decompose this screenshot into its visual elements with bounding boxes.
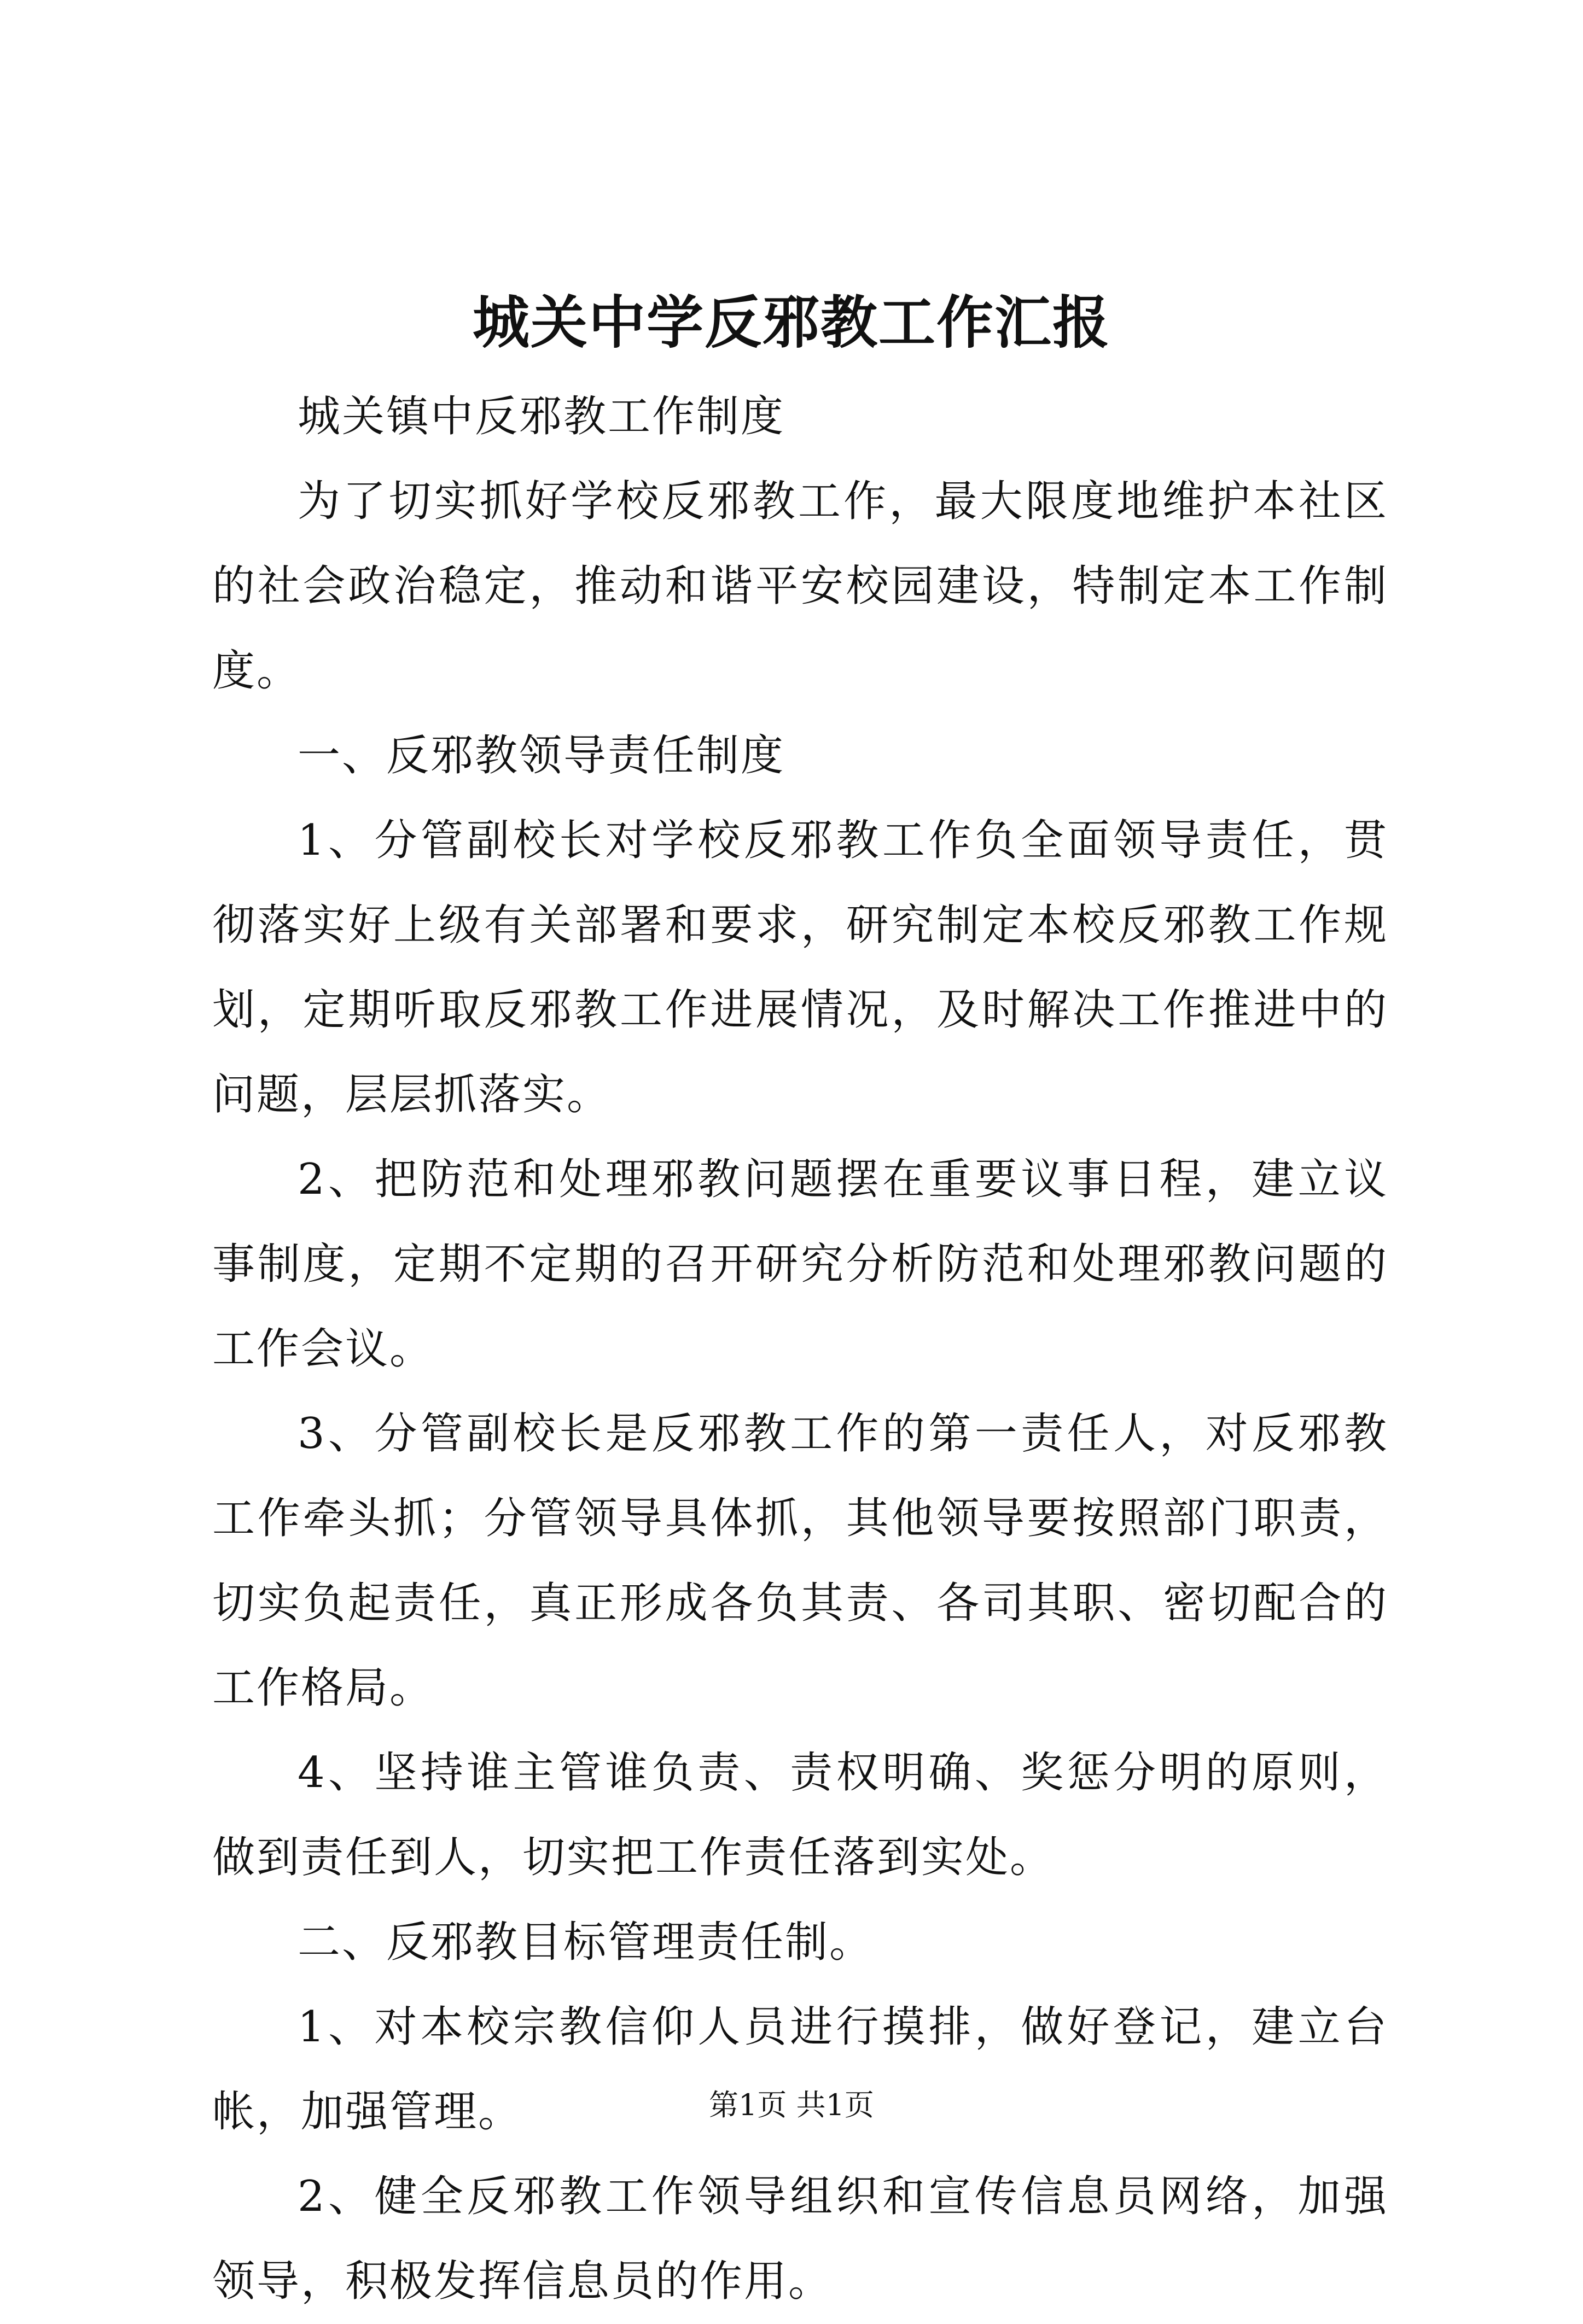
paragraph-subtitle: 城关镇中反邪教工作制度 <box>298 392 785 441</box>
paragraph-item: 3、分管副校长是反邪教工作的第一责任人，对反邪教工作牵头抓；分管领导具体抓，其他领导要按照部门职责，切实负起责任，真正形成各负其责、各司其职、密切配合的工作格局。 <box>212 1409 1388 1713</box>
paragraph-item: 2、健全反邪教工作领导组织和宣传信息员网络，加强领导，积极发挥信息员的作用。 <box>212 2172 1388 2306</box>
paragraph-item: 2、把防范和处理邪教问题摆在重要议事日程，建立议事制度，定期不定期的召开研究分析防范和处理邪教问题的工作会议。 <box>212 1155 1388 1374</box>
document-body <box>212 375 1388 2324</box>
paragraph-item: 4、坚持谁主管谁负责、责权明确、奖惩分明的原则，做到责任到人，切实把工作责任落到实处。 <box>212 1748 1388 1882</box>
paragraph-item: 1、分管副校长对学校反邪教工作负全面领导责任，贯彻落实好上级有关部署和要求，研究制定本校反邪教工作规划，定期听取反邪教工作进展情况，及时解决工作推进中的问题，层层抓落实。 <box>212 816 1388 1119</box>
section-heading-1: 一、反邪教领导责任制度 <box>298 731 785 780</box>
paragraph-item: 1、对本校宗教信仰人员进行摸排，做好登记，建立台帐，加强管理。 <box>212 2002 1388 2136</box>
document-title: 城关中学反邪教工作汇报 <box>472 289 1110 356</box>
section-heading-2: 二、反邪教目标管理责任制。 <box>298 1918 874 1967</box>
page-footer: 第1页 共1页 <box>709 2088 874 2122</box>
paragraph-intro: 为了切实抓好学校反邪教工作，最大限度地维护本社区的社会政治稳定，推动和谐平安校园建设，特制定本工作制度。 <box>212 477 1388 696</box>
